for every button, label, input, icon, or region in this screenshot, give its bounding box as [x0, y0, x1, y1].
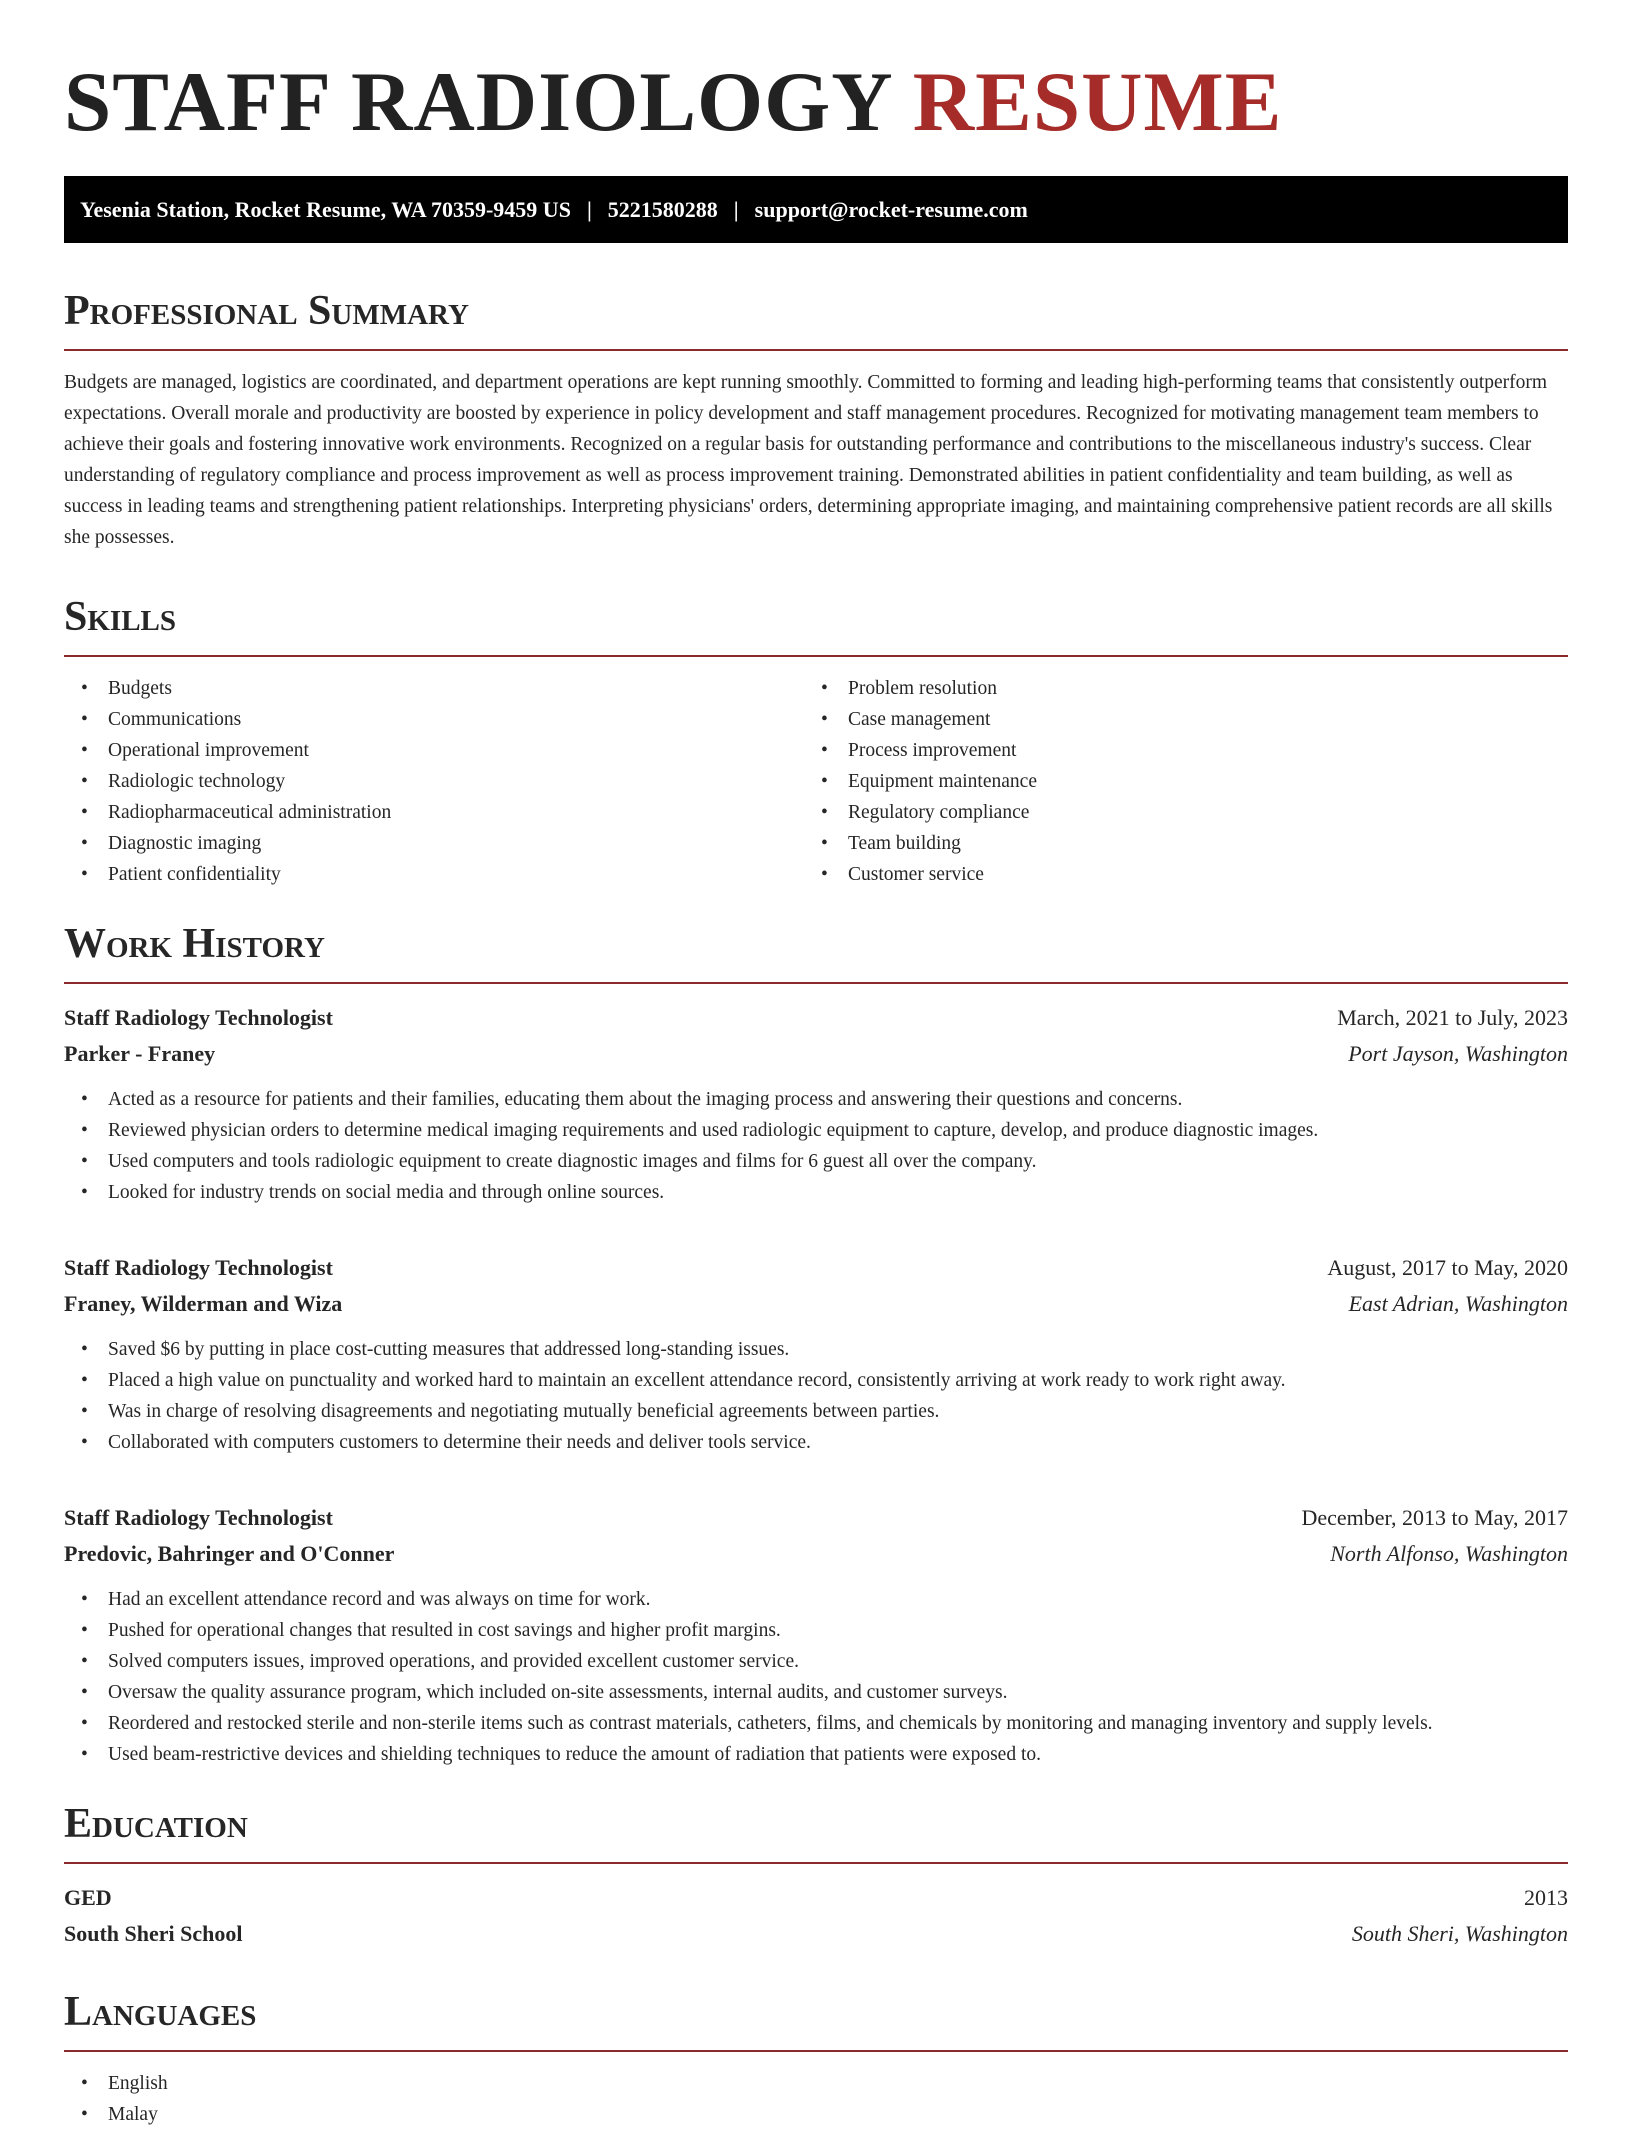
- skill-item: • Regulatory compliance: [804, 797, 1544, 828]
- job-bullet: • Used computers and tools radiologic equipment to create diagnostic images and films for 6 guest all over the company.: [64, 1146, 1568, 1177]
- summary-heading: Professional Summary: [64, 288, 469, 334]
- education-school: South Sheri School: [64, 1921, 243, 1946]
- skills-heading: Skills: [64, 594, 177, 640]
- contact-separator: |: [586, 196, 592, 222]
- job-header-row: [64, 1000, 1568, 1036]
- job-title: Staff Radiology Technologist: [64, 1005, 333, 1030]
- skills-list-left: [64, 673, 804, 890]
- job-entry: [64, 1500, 1568, 1770]
- skill-item: • Team building: [804, 828, 1544, 859]
- job-header-row: [64, 1250, 1568, 1286]
- job-entry: [64, 1000, 1568, 1208]
- education-header-row: [64, 1880, 1568, 1916]
- job-bullet: • Was in charge of resolving disagreements and negotiating mutually beneficial agreements between parties.: [64, 1396, 1568, 1427]
- job-bullets: [64, 1084, 1568, 1208]
- education-year: 2013: [1524, 1885, 1568, 1910]
- skill-item: • Equipment maintenance: [804, 766, 1544, 797]
- contact-separator: |: [733, 196, 739, 222]
- skill-item: • Case management: [804, 704, 1544, 735]
- job-bullets: [64, 1334, 1568, 1458]
- languages-list: [64, 2068, 1568, 2130]
- languages-heading: Languages: [64, 1989, 257, 2035]
- section-divider: [64, 1862, 1568, 1864]
- education-heading: Education: [64, 1801, 248, 1847]
- education-section: [64, 1800, 1568, 1952]
- job-bullet: • Reordered and restocked sterile and non-sterile items such as contrast materials, catheters, films, and chemicals by monitoring and managing inventory and supply levels.: [64, 1708, 1568, 1739]
- job-dates: August, 2017 to May, 2020: [1327, 1255, 1568, 1280]
- language-item: • English: [64, 2068, 1568, 2099]
- job-title: Staff Radiology Technologist: [64, 1505, 333, 1530]
- contact-bar: [64, 176, 1568, 243]
- job-entry: [64, 1250, 1568, 1458]
- education-location: South Sheri, Washington: [1351, 1921, 1568, 1946]
- title-accent: RESUME: [912, 55, 1283, 149]
- skill-item: • Radiologic technology: [64, 766, 804, 797]
- job-dates: December, 2013 to May, 2017: [1301, 1505, 1568, 1530]
- contact-address: Yesenia Station, Rocket Resume, WA 70359-9459 US: [80, 196, 571, 222]
- skill-item: • Process improvement: [804, 735, 1544, 766]
- section-divider: [64, 2050, 1568, 2052]
- job-bullet: • Oversaw the quality assurance program, which included on-site assessments, internal audits, and customer surveys.: [64, 1677, 1568, 1708]
- section-divider: [64, 655, 1568, 657]
- section-divider: [64, 349, 1568, 351]
- language-item: • Malay: [64, 2099, 1568, 2130]
- resume-title: [64, 52, 1568, 152]
- job-location: North Alfonso, Washington: [1330, 1541, 1568, 1566]
- skill-item: • Patient confidentiality: [64, 859, 804, 890]
- section-divider: [64, 982, 1568, 984]
- job-location: Port Jayson, Washington: [1348, 1041, 1568, 1066]
- job-bullets: [64, 1584, 1568, 1770]
- summary-text: Budgets are managed, logistics are coordinated, and department operations are kept running smoothly. Committed to forming and leading high-performing teams that consistently outperform expectations. Overall morale and productivity are boosted by experience in policy development and staff management procedures. Recognized for motivating management team members to achieve their goals and fostering innovative work environments. Recognized on a regular basis for outstanding performance and contributions to the miscellaneous industry's success. Clear understanding of regulatory compliance and process improvement as well as process improvement training. Demonstrated abilities in patient confidentiality and team building, as well as success in leading teams and strengthening patient relationships. Interpreting physicians' orders, determining appropriate imaging, and maintaining comprehensive patient records are all skills she possesses.: [64, 372, 1553, 548]
- skill-item: • Communications: [64, 704, 804, 735]
- job-title: Staff Radiology Technologist: [64, 1255, 333, 1280]
- skill-item: • Diagnostic imaging: [64, 828, 804, 859]
- skill-item: • Customer service: [804, 859, 1544, 890]
- job-dates: March, 2021 to July, 2023: [1337, 1005, 1568, 1030]
- skills-section: [64, 593, 1568, 890]
- job-bullet: • Saved $6 by putting in place cost-cutting measures that addressed long-standing issues.: [64, 1334, 1568, 1365]
- languages-section: [64, 1988, 1568, 2130]
- skill-item: • Budgets: [64, 673, 804, 704]
- job-company: Predovic, Bahringer and O'Conner: [64, 1541, 395, 1566]
- job-company: Franey, Wilderman and Wiza: [64, 1291, 343, 1316]
- job-bullet: • Placed a high value on punctuality and worked hard to maintain an excellent attendance record, consistently arriving at work ready to work right away.: [64, 1365, 1568, 1396]
- job-header-row: [64, 1500, 1568, 1536]
- job-bullet: • Had an excellent attendance record and was always on time for work.: [64, 1584, 1568, 1615]
- skill-item: • Problem resolution: [804, 673, 1544, 704]
- job-location: East Adrian, Washington: [1348, 1291, 1568, 1316]
- job-bullet: • Collaborated with computers customers to determine their needs and deliver tools service.: [64, 1427, 1568, 1458]
- job-bullet: • Looked for industry trends on social media and through online sources.: [64, 1177, 1568, 1208]
- education-entry: [64, 1880, 1568, 1952]
- job-company-row: [64, 1036, 1568, 1072]
- skills-columns: [64, 673, 1568, 890]
- job-company-row: [64, 1286, 1568, 1322]
- job-company: Parker - Franey: [64, 1041, 216, 1066]
- title-main: STAFF RADIOLOGY: [64, 55, 891, 149]
- skill-item: • Operational improvement: [64, 735, 804, 766]
- contact-email[interactable]: support@rocket-resume.com: [754, 196, 1028, 222]
- education-school-row: [64, 1916, 1568, 1952]
- job-bullet: • Pushed for operational changes that resulted in cost savings and higher profit margins.: [64, 1615, 1568, 1646]
- education-degree: GED: [64, 1885, 112, 1910]
- job-bullet: • Reviewed physician orders to determine medical imaging requirements and used radiologic equipment to capture, develop, and produce diagnostic images.: [64, 1115, 1568, 1146]
- work-history-section: [64, 920, 1568, 1770]
- job-bullet: • Acted as a resource for patients and their families, educating them about the imaging process and answering their questions and concerns.: [64, 1084, 1568, 1115]
- contact-phone: 5221580288: [607, 196, 718, 222]
- job-company-row: [64, 1536, 1568, 1572]
- summary-section: [64, 287, 1568, 553]
- work-history-heading: Work History: [64, 921, 325, 967]
- job-bullet: • Used beam-restrictive devices and shielding techniques to reduce the amount of radiation that patients were exposed to.: [64, 1739, 1568, 1770]
- skills-list-right: [804, 673, 1544, 890]
- job-bullet: • Solved computers issues, improved operations, and provided excellent customer service.: [64, 1646, 1568, 1677]
- skill-item: • Radiopharmaceutical administration: [64, 797, 804, 828]
